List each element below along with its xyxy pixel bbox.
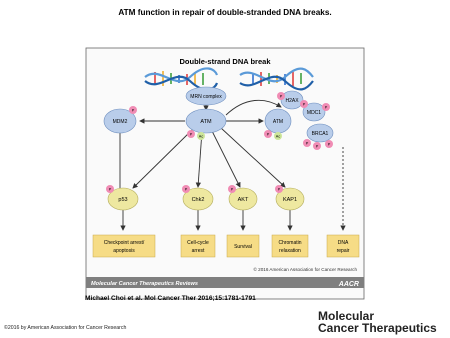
svg-text:repair: repair xyxy=(336,248,350,254)
badge-p53-p xyxy=(106,185,114,193)
journal-logo-line2: Cancer Therapeutics xyxy=(318,320,437,335)
badge-chk2-p xyxy=(182,185,190,193)
badge-kap1-p xyxy=(275,185,283,193)
badge-brca1-p2 xyxy=(313,142,321,150)
svg-text:H2AX: H2AX xyxy=(285,98,299,104)
node-h2ax xyxy=(281,91,303,109)
badge-brca1-p1 xyxy=(303,139,311,147)
svg-text:Survival: Survival xyxy=(234,244,252,250)
svg-text:P: P xyxy=(189,132,193,137)
svg-text:MDM2: MDM2 xyxy=(112,119,128,125)
svg-text:ATM: ATM xyxy=(200,119,212,125)
journal-logo xyxy=(318,311,437,334)
svg-text:Ac: Ac xyxy=(275,134,281,139)
svg-text:arrest: arrest xyxy=(191,248,205,254)
figure-copyright: © 2016 American Association for Cancer Research xyxy=(253,267,357,272)
svg-text:MRN complex: MRN complex xyxy=(190,94,222,100)
svg-text:relaxation: relaxation xyxy=(279,248,301,254)
outcome-survival xyxy=(227,235,259,257)
svg-text:Chk2: Chk2 xyxy=(191,197,205,203)
badge-mdm2-p xyxy=(129,106,137,114)
badge-brca1-p3 xyxy=(325,140,333,148)
badge-mdc1-p xyxy=(300,100,308,108)
svg-text:P: P xyxy=(305,141,309,146)
badge-atm-right-ac xyxy=(274,132,282,140)
svg-text:P: P xyxy=(277,187,281,192)
badge-atm-p xyxy=(187,130,195,138)
svg-text:p53: p53 xyxy=(118,197,128,203)
badge-h2ax-p xyxy=(277,92,285,100)
outcome-chromatin-relaxation xyxy=(272,235,308,257)
svg-text:BRCA1: BRCA1 xyxy=(311,131,329,137)
svg-text:P: P xyxy=(108,187,112,192)
figure-frame xyxy=(86,48,364,299)
outcome-cell-cycle-arrest xyxy=(181,235,215,257)
badge-atm-ac xyxy=(197,132,205,140)
svg-text:Chromatin: Chromatin xyxy=(278,240,302,246)
figure-series-name: Molecular Cancer Therapeutics Reviews xyxy=(91,281,198,287)
journal-logo-line1: Molecular xyxy=(318,309,375,323)
svg-text:P: P xyxy=(302,102,306,107)
badge-atm-right-p xyxy=(264,130,272,138)
badge-akt-p xyxy=(228,185,236,193)
dsb-header: Double-strand DNA break xyxy=(179,57,271,66)
svg-text:P: P xyxy=(327,142,331,147)
svg-text:P: P xyxy=(279,94,283,99)
svg-text:ATM: ATM xyxy=(272,119,284,125)
outcome-dna-repair xyxy=(327,235,359,257)
node-brca1 xyxy=(307,124,333,142)
svg-text:DNA: DNA xyxy=(337,240,349,246)
svg-text:P: P xyxy=(184,187,188,192)
svg-text:Checkpoint arrest/: Checkpoint arrest/ xyxy=(103,240,145,246)
node-mrn-complex xyxy=(186,87,226,105)
svg-text:AKT: AKT xyxy=(237,197,249,203)
svg-text:P: P xyxy=(131,108,135,113)
svg-text:Cell-cycle: Cell-cycle xyxy=(187,240,209,246)
svg-text:P: P xyxy=(230,187,234,192)
slide-title: ATM function in repair of double-stranded DNA breaks. xyxy=(118,8,332,17)
svg-text:MDC1: MDC1 xyxy=(306,110,322,116)
badge-mdc1-p2 xyxy=(322,103,330,111)
node-atm-right xyxy=(265,109,291,133)
node-atm-main xyxy=(186,109,226,133)
svg-text:P: P xyxy=(315,144,319,149)
svg-text:Ac: Ac xyxy=(198,134,204,139)
svg-text:KAP1: KAP1 xyxy=(282,197,298,203)
outcome-checkpoint-arrest xyxy=(93,235,155,257)
citation: Michael Choi et al. Mol Cancer Ther 2016;15:1781-1791 xyxy=(85,295,256,302)
slide-copyright: ©2016 by American Association for Cancer Research xyxy=(4,325,127,331)
svg-text:apoptosis: apoptosis xyxy=(113,248,135,254)
atm-pathway-diagram xyxy=(85,47,365,300)
svg-text:P: P xyxy=(324,105,328,110)
svg-text:P: P xyxy=(266,132,270,137)
aacr-logo: AACR xyxy=(338,281,359,288)
